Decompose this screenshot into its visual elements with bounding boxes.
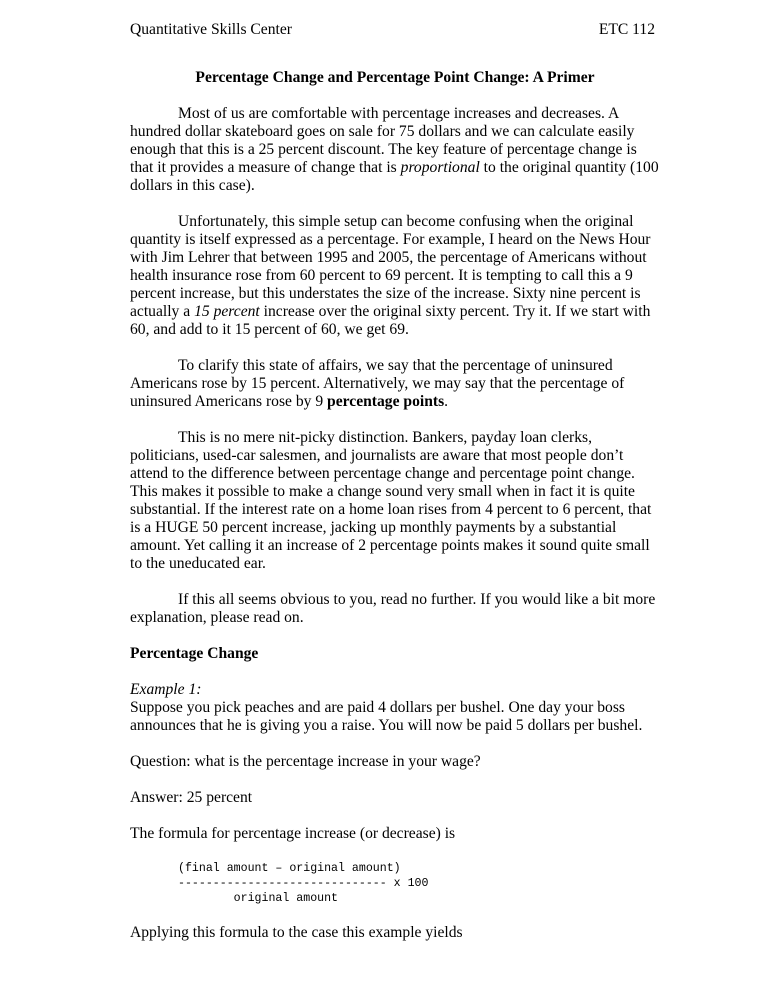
formula-block [130, 861, 660, 906]
document-body [130, 69, 660, 942]
paragraph-read-on: If this all seems obvious to you, read no further. If you would like a bit more explanation, please read on. [130, 591, 656, 626]
emphasis-proportional: proportional [400, 159, 480, 176]
applying-text: Applying this formula to the case this example yields [130, 924, 463, 941]
header-center-name: Quantitative Skills Center [130, 21, 292, 38]
formula-intro: The formula for percentage increase (or decrease) is [130, 825, 456, 842]
paragraph-example-insurance: Unfortunately, this simple setup can become confusing when the original quantity is itself expressed as a percentage. For example, I heard on the News Hour with Jim Lehrer that between 1995 and 2005, the percentage of Americans without health insurance rose from 60 percent to 69 percent. It is tempting to call this a 9 percent increase, but this understates the size of the increase. Sixty nine percent is actually a 15 percent increase over the original sixty percent. Try it. If we start with 60, and add to it 15 percent of 60, we get 69. [130, 213, 651, 338]
bold-percentage-points: percentage points [327, 393, 445, 410]
section-heading: Percentage Change [130, 645, 259, 662]
question-text: Question: what is the percentage increase in your wage? [130, 753, 481, 770]
paragraph-distinction: This is no mere nit-picky distinction. Bankers, payday loan clerks, politicians, used-car salesmen, and journalists are aware that most people don’t attend to the difference between percentage change and percentage point change. This makes it possible to make a change sound very small when in fact it is quite substantial. If the interest rate on a home loan rises from 4 percent to 6 percent, that is a HUGE 50 percent increase, jacking up monthly payments by a substantial amount. Yet calling it an increase of 2 percentage points makes it sound quite small to the uneducated ear. [130, 429, 652, 572]
header-course-code: ETC 112 [598, 21, 655, 38]
formula-denominator: original amount [178, 892, 339, 905]
example-text: Suppose you pick peaches and are paid 4 dollars per bushel. One day your boss announces that he is giving you a raise. You will now be paid 5 dollars per bushel. [130, 699, 643, 734]
answer-text: Answer: 25 percent [130, 789, 253, 806]
document-title: Percentage Change and Percentage Point Change: A Primer [195, 69, 595, 86]
emphasis-15-percent: 15 percent [194, 303, 260, 320]
example-label: Example 1: [130, 681, 202, 698]
formula-numerator: (final amount – original amount) [178, 862, 401, 875]
paragraph-intro: Most of us are comfortable with percentage increases and decreases. A hundred dollar skateboard goes on sale for 75 dollars and we can calculate easily enough that this is a 25 percent discount. The key feature of percentage change is that it provides a measure of change that is proportional to the original quantity (100 dollars in this case). [130, 105, 659, 194]
formula-divider: ------------------------------ x 100 [178, 877, 429, 890]
example-block [130, 681, 660, 735]
paragraph-clarify: To clarify this state of affairs, we say that the percentage of uninsured Americans rose by 15 percent. Alternatively, we may say that the percentage of uninsured Americans rose by 9 percentage points. [130, 357, 625, 410]
